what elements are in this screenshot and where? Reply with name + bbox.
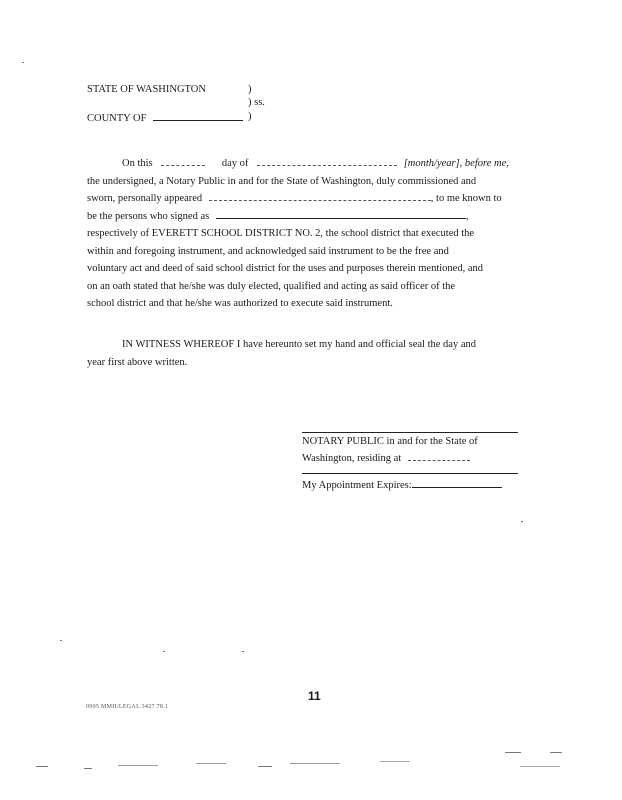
ack-line-6: within and foregoing instrument, and acknowledged said instrument to be the free and: [87, 245, 449, 257]
scan-speck: [196, 763, 226, 764]
notary-public-label: NOTARY PUBLIC in and for the State of: [302, 436, 478, 447]
appointment-expires-label: My Appointment Expires:: [302, 480, 412, 491]
scan-speck: [550, 752, 562, 753]
seal-line: [302, 473, 518, 474]
page-number: 11: [308, 689, 321, 703]
ack-line-9: school district and that he/she was authorized to execute said instrument.: [87, 298, 393, 309]
day-blank: [161, 156, 205, 166]
county-blank: [153, 111, 243, 121]
witness-paragraph: [87, 336, 547, 371]
appeared-blank: [209, 191, 431, 201]
scan-speck: [118, 765, 158, 766]
appointment-expires: [302, 478, 502, 492]
caption-county: [87, 111, 243, 125]
ack-line-5: respectively of EVERETT SCHOOL DISTRICT NO. 2, the school district that executed the: [87, 228, 475, 239]
notary-signature-line: [302, 432, 518, 433]
residing-at-blank: [408, 451, 470, 461]
on-this-label: On this: [122, 158, 153, 169]
caption-paren-1: ): [248, 84, 252, 95]
scan-speck: [380, 761, 410, 762]
scan-speck: [520, 766, 560, 767]
day-of-label: day of: [221, 158, 249, 169]
ack-line-2: the undersigned, a Notary Public in and for the State of Washington, duly commissioned and: [87, 175, 477, 187]
footer-code: 0905 MMH/LEGAL 3427.78.1: [86, 704, 169, 710]
known-to-label: , to me known to: [430, 193, 502, 204]
scan-speck: [258, 766, 272, 767]
scan-speck: [36, 766, 48, 767]
ack-line-4: [87, 208, 547, 226]
month-year-blank: [257, 156, 397, 166]
ack-line-7: voluntary act and deed of said school district for the uses and purposes therein mentioned, and: [87, 263, 483, 274]
signed-as-blank: [216, 209, 466, 219]
caption-ss: ) ss.: [248, 97, 265, 108]
ack-line-1: [87, 155, 547, 173]
scan-speck: [242, 651, 244, 652]
witness-line-1: IN WITNESS WHEREOF I have hereunto set my hand and official seal the day and: [122, 339, 476, 350]
appeared-label: sworn, personally appeared: [87, 193, 203, 204]
witness-line-2: year first above written.: [87, 356, 188, 368]
appointment-expires-blank: [412, 478, 502, 488]
scan-speck: [163, 651, 165, 652]
acknowledgment-paragraph: [87, 155, 547, 313]
residing-at: [302, 451, 470, 465]
month-year-label: [month/year], before me,: [403, 158, 509, 169]
scan-speck: [505, 752, 521, 753]
scan-speck: [22, 62, 24, 63]
signed-as-comma: ,: [465, 210, 469, 222]
scan-speck: [521, 521, 523, 522]
caption-county-label: COUNTY OF: [87, 113, 147, 124]
ack-line-3: [87, 190, 547, 208]
caption-state: STATE OF WASHINGTON: [87, 84, 206, 95]
caption-paren-3: ): [248, 111, 252, 122]
scan-speck: [84, 768, 92, 769]
scan-speck: [290, 763, 340, 764]
ack-line-8: on an oath stated that he/she was duly elected, qualified and acting as said officer of the: [87, 280, 456, 292]
residing-at-label: Washington, residing at: [302, 453, 402, 464]
signed-as-label: be the persons who signed as: [87, 210, 210, 222]
scan-speck: [60, 640, 62, 641]
